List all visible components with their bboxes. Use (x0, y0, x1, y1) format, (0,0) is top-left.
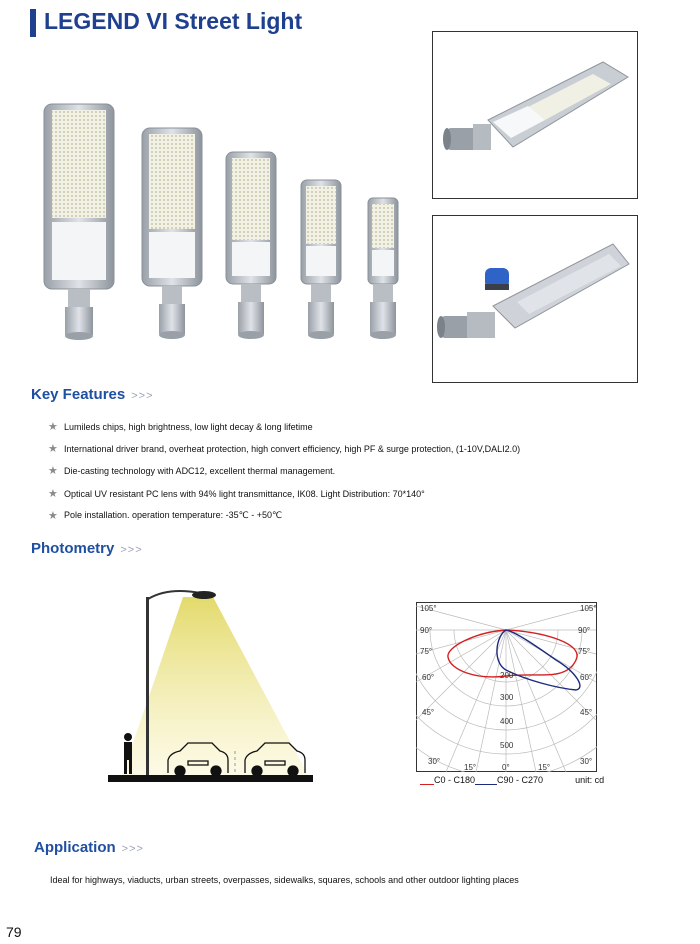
lamp-with-sensor-image (433, 216, 637, 382)
product-lineup-image (30, 90, 420, 350)
polar-legend (420, 775, 604, 785)
feature-item (48, 442, 520, 455)
lamp-mini (368, 198, 398, 339)
legend-label-c90: C90 - C270 (497, 775, 544, 785)
lamp-head (192, 591, 216, 599)
application-text: Ideal for highways, viaducts, urban streets, overpasses, sidewalks, squares, schools and other outdoor lighting places (50, 875, 519, 885)
angle-label: 90° (578, 626, 591, 635)
page-title: LEGEND VI Street Light (44, 8, 303, 34)
feature-item (48, 487, 425, 500)
pole (146, 597, 149, 777)
radial-label: 300 (500, 693, 514, 702)
legend-swatch-c0 (420, 784, 434, 785)
radial-label: 200 (500, 671, 514, 680)
radial-label: 500 (500, 741, 514, 750)
angle-label: 90° (420, 626, 433, 635)
lamp-large (44, 104, 114, 340)
feature-text: Lumileds chips, high brightness, low light decay & long lifetime (64, 421, 313, 432)
angle-label: 105° (420, 604, 437, 613)
lamp-medium (226, 152, 276, 339)
feature-text: Optical UV resistant PC lens with 94% light transmittance, IK08. Light Distribution: 70*140° (64, 488, 425, 499)
feature-item (48, 509, 282, 522)
feature-text: Pole installation. operation temperature: -35℃ - +50℃ (64, 510, 283, 520)
application-label: Application (34, 839, 116, 856)
angle-label: 75° (420, 647, 433, 656)
angle-label: 45° (580, 708, 593, 717)
angle-label: 105° (580, 604, 597, 613)
lamp-small (301, 180, 341, 339)
angle-label: 60° (422, 673, 435, 682)
star-icon: ★ (48, 488, 58, 500)
title-accent-bar (30, 9, 36, 37)
star-icon: ★ (48, 443, 58, 455)
feature-item (48, 464, 335, 477)
product-photo-top (432, 31, 638, 199)
photometry-label: Photometry (31, 540, 115, 557)
street-light-scene (108, 585, 313, 785)
angle-label: 0° (502, 763, 510, 772)
angle-label: 75° (578, 647, 591, 656)
angle-label: 45° (422, 708, 435, 717)
angle-label: 30° (428, 757, 441, 766)
application-heading (34, 839, 144, 856)
key-features-heading (31, 386, 154, 403)
lamp-angled-image (433, 32, 637, 198)
legend-label-c0: C0 - C180 (434, 775, 476, 785)
star-icon: ★ (48, 465, 58, 477)
product-photo-bottom (432, 215, 638, 383)
photometry-heading (31, 540, 143, 557)
feature-text: Die-casting technology with ADC12, excellent thermal management. (64, 465, 336, 476)
angle-label: 15° (464, 763, 477, 772)
page-number: 79 (6, 924, 22, 940)
road (108, 775, 313, 782)
key-features-label: Key Features (31, 386, 126, 403)
arrow-decoration: >>> (121, 843, 144, 855)
lamp-medium-large (142, 128, 202, 339)
angle-label: 15° (538, 763, 551, 772)
arrow-decoration: >>> (131, 390, 154, 402)
angle-label: 60° (580, 673, 593, 682)
polar-diagram (416, 602, 597, 772)
unit-label: unit: cd (575, 775, 605, 785)
angle-label: 30° (580, 757, 593, 766)
star-icon: ★ (48, 421, 58, 433)
arrow-decoration: >>> (120, 544, 143, 556)
legend-swatch-c90 (475, 784, 497, 785)
feature-item (48, 420, 313, 433)
radial-label: 400 (500, 717, 514, 726)
star-icon: ★ (48, 510, 58, 522)
feature-text: International driver brand, overheat protection, high convert efficiency, high PF & surge protection, (1-10V,DALI2.0) (64, 443, 521, 454)
light-beam (122, 597, 308, 775)
